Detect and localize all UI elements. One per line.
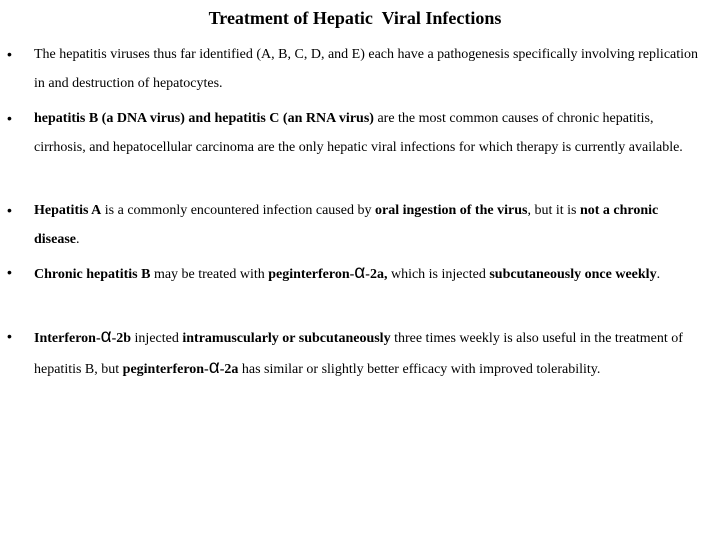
bullet-segment: Chronic hepatitis B	[34, 267, 151, 282]
bullet-segment: Hepatitis A	[34, 203, 102, 218]
bullet-text	[34, 322, 706, 384]
bullet-segment: -2b	[111, 331, 132, 346]
bullet-text	[34, 40, 706, 98]
bullet-segment: are the most common causes of chronic hepatitis, cirrhosis, and hepatocellular carcinoma are the only hepatic viral infections for which therapy is currently available.	[34, 111, 683, 155]
bullet-segment: hepatitis B (a DNA virus) and hepatitis C (an RNA virus)	[34, 111, 374, 126]
bullet-dot-icon: •	[7, 110, 12, 126]
bullet-segment: not a chronic disease	[34, 203, 659, 247]
bullet-segment: peginterferon-	[268, 267, 355, 282]
bullet-segment: α	[354, 262, 366, 283]
bullet-segment: .	[656, 267, 661, 282]
bullet-segment: .	[76, 232, 80, 247]
bullet-segment: is a commonly encountered infection caused by	[101, 203, 375, 218]
bullet-segment: α	[100, 326, 112, 347]
bullet-segment: may be treated with	[150, 267, 269, 282]
bullet-segment: The hepatitis viruses thus far identified (A, B, C, D, and E) each have a pathogenesis specifically involving replication in and destruction of hepatocytes.	[34, 47, 699, 91]
bullet-segment: α	[208, 357, 220, 378]
bullet-segment: Interferon-	[34, 331, 101, 346]
bullet-segment: has similar or slightly better efficacy with improved tolerability.	[238, 362, 601, 377]
bullet-segment: oral ingestion of the virus	[374, 203, 528, 218]
bullet-segment: injected	[131, 331, 183, 346]
bullet-text	[34, 258, 706, 289]
bullet-segment: , but it is	[527, 203, 580, 218]
bullet-dot-icon: •	[7, 328, 12, 344]
bullet-segment: peginterferon-	[122, 362, 209, 377]
bullet-dot-icon: •	[7, 46, 12, 62]
bullet-text	[34, 104, 706, 162]
bullet-segment: subcutaneously once weekly	[489, 267, 657, 282]
bullet-segment: which is injected	[387, 267, 490, 282]
bullet-segment: three times weekly is also useful in the treatment of hepatitis B, but	[34, 331, 683, 377]
bullet-segment: -2a,	[365, 267, 388, 282]
bullet-dot-icon: •	[7, 264, 12, 280]
bullet-segment: intramuscularly or subcutaneously	[182, 331, 391, 346]
bullet-segment: -2a	[219, 362, 239, 377]
slide-title: Treatment of Hepatic Viral Infections	[208, 8, 502, 28]
bullet-text	[34, 196, 706, 254]
bullet-dot-icon: •	[7, 202, 12, 218]
